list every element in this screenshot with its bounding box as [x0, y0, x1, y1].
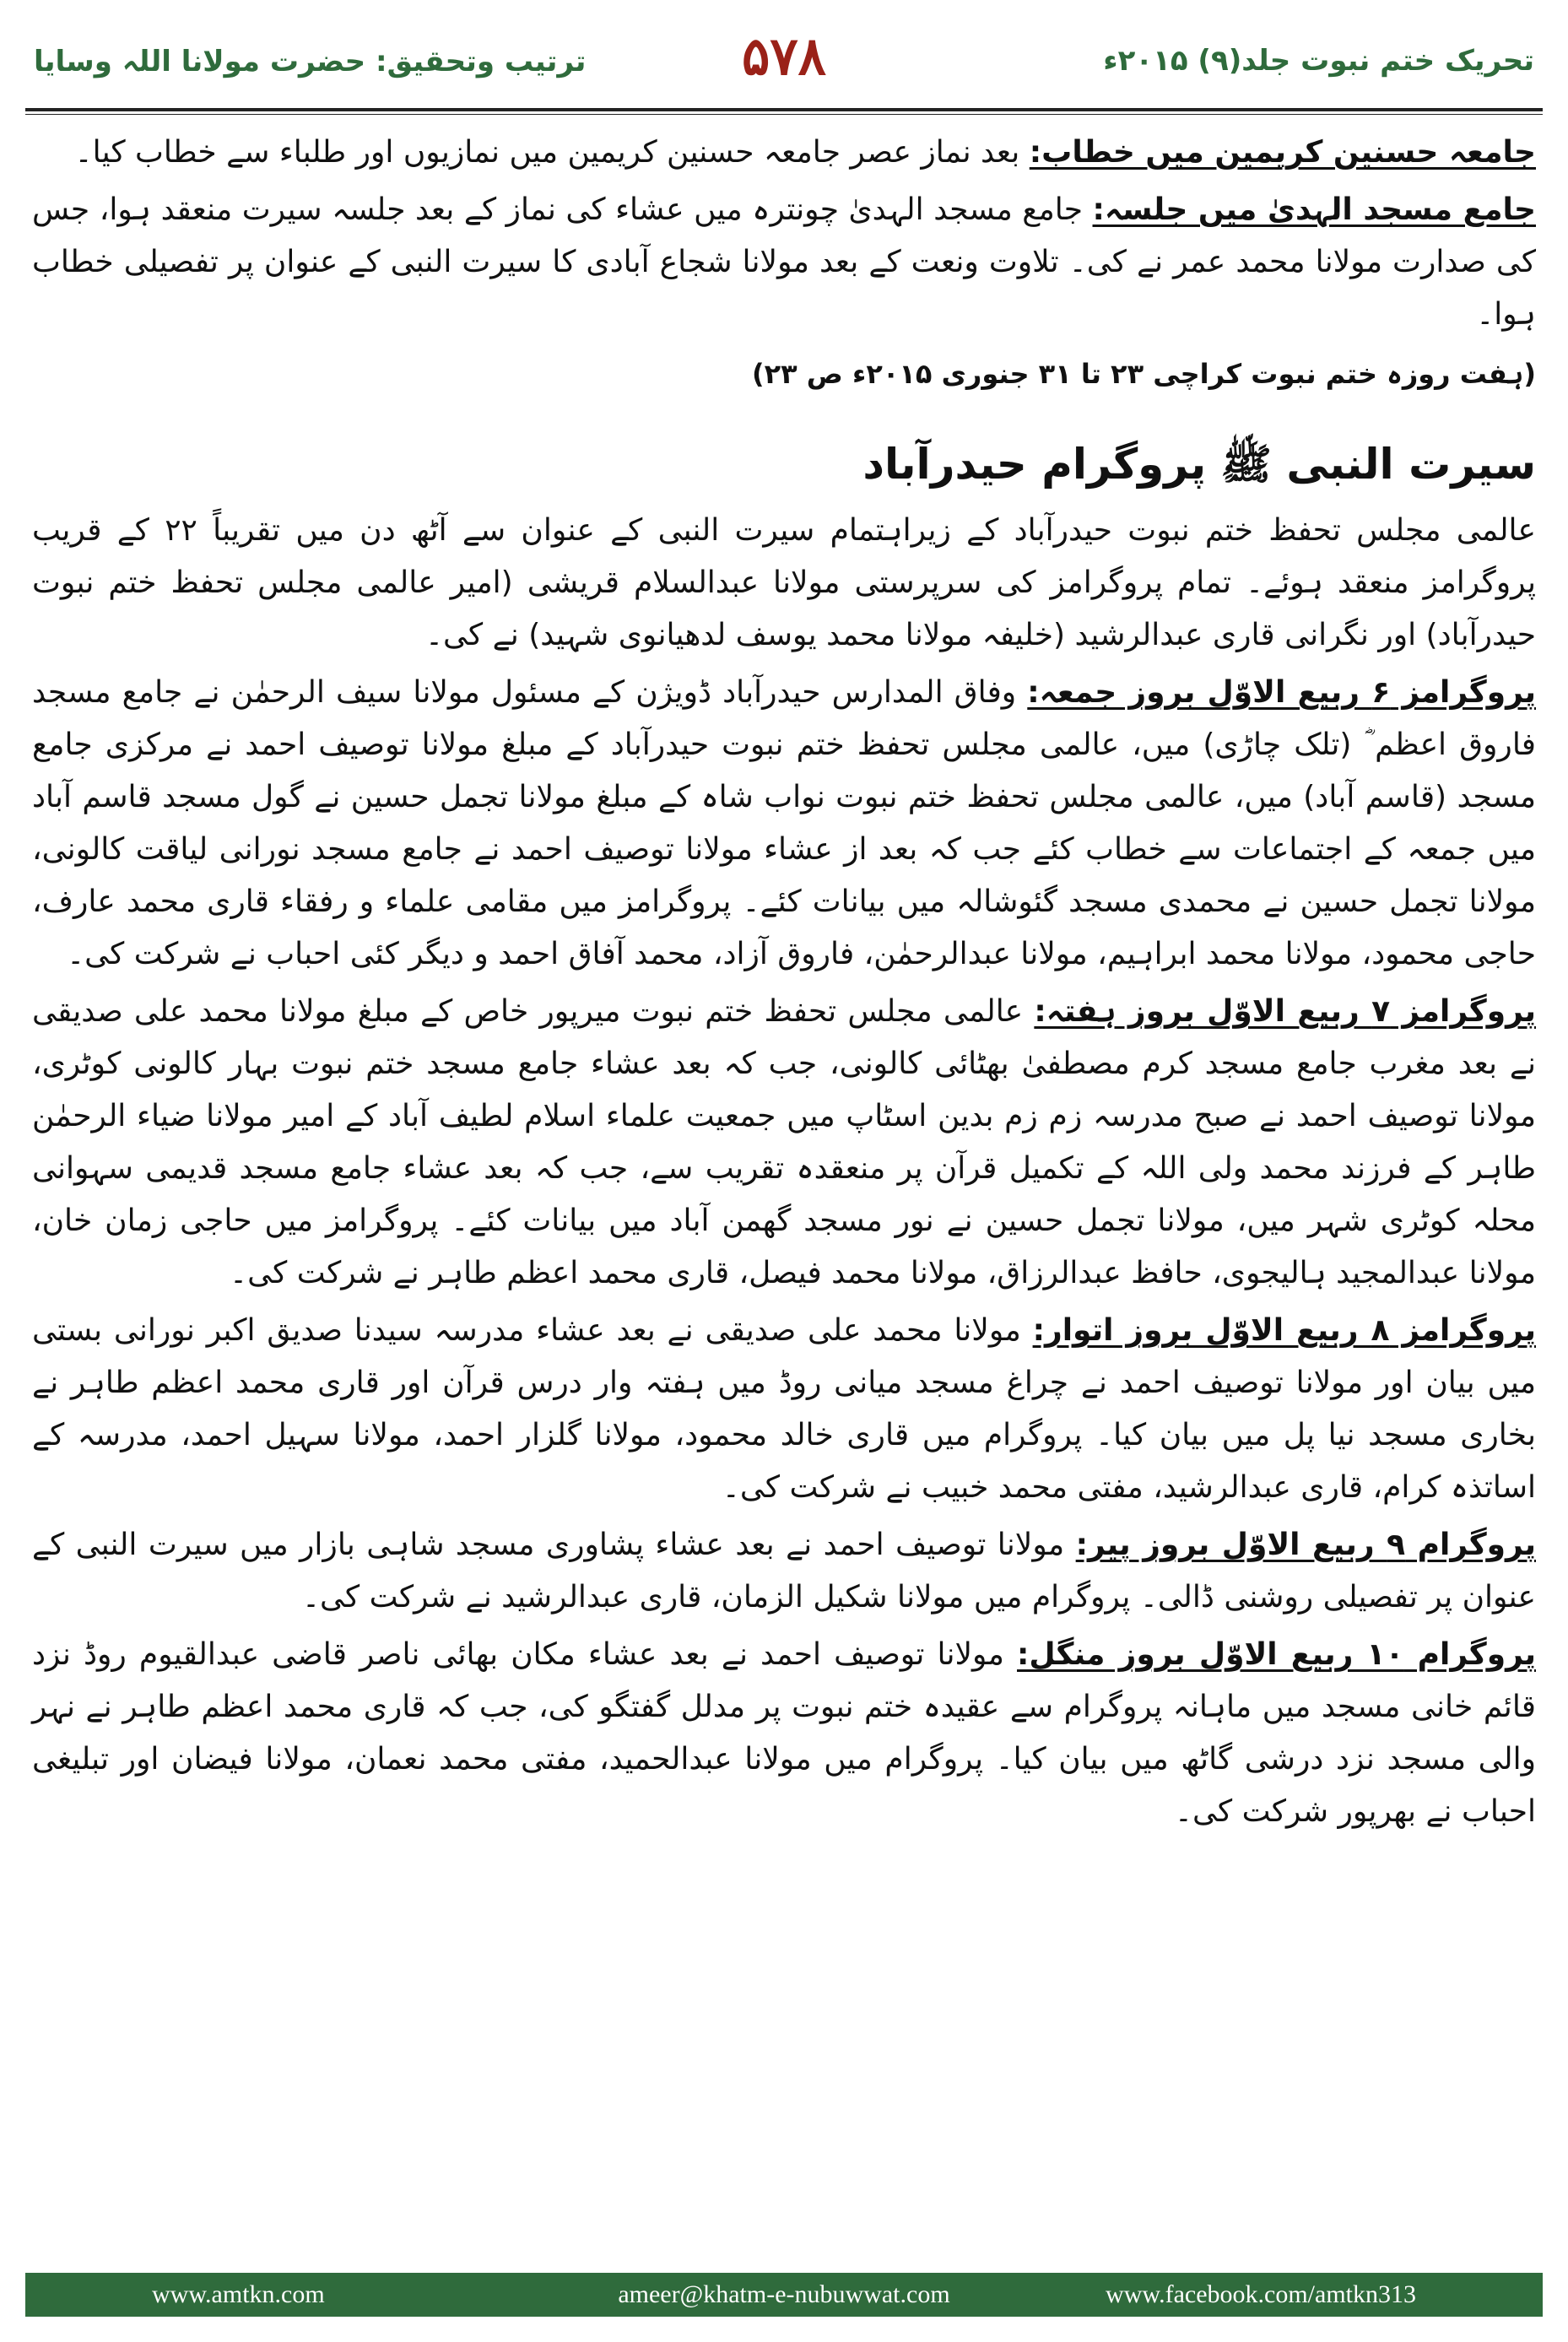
- article-body: [32, 127, 1536, 1843]
- paragraph-masjid-alhuda: [32, 184, 1536, 341]
- paragraph-lead: جامعہ حسنین کریمین میں خطاب:: [1029, 135, 1536, 170]
- source-citation: (ہفت روزہ ختم نبوت کراچی ۲۳ تا ۳۱ جنوری ۲۰۱۵ء ص ۲۳): [751, 358, 1536, 390]
- section-intro: عالمی مجلس تحفظ ختم نبوت حیدرآباد کے زیراہتمام سیرت النبی کے عنوان سے آٹھ دن میں تقریباً ۲۲ کے قریب پروگرامز منعقد ہوئے۔ تمام پروگرامز کی سرپرستی مولانا عبدالسلام قریشی (امیر عالمی مجلس تحفظ ختم نبوت حیدرآباد) اور نگرانی قاری عبدالرشید (خلیفہ مولانا محمد یوسف لدھیانوی شہید) نے کی۔: [32, 513, 1537, 652]
- paragraph-text: بعد نماز عصر جامعہ حسنین کریمین میں نمازیوں اور طلباء سے خطاب کیا۔: [74, 135, 1020, 170]
- page-header: [25, 25, 1543, 101]
- facebook-link[interactable]: www.facebook.com/amtkn313: [1106, 2280, 1416, 2308]
- page-footer: [25, 2273, 1543, 2317]
- paragraph-jamia-hasnain: [32, 127, 1536, 179]
- program-item: [32, 1305, 1536, 1514]
- program-text: عالمی مجلس تحفظ ختم نبوت میرپور خاص کے مبلغ مولانا محمد علی صدیقی نے بعد مغرب جامع مسجد کرم مصطفیٰ بھٹائی کالونی، جب کہ بعد عشاء جامع مسجد ختم نبوت بہار کالونی کوٹری، مولانا توصیف احمد نے صبح مدرسہ زم زم بدین اسٹاپ میں جمعیت علماء اسلام لطیف آباد کے امیر مولانا ضیاء الرحمٰن طاہر کے فرزند محمد ولی اللہ کے تکمیل قرآن پر منعقدہ تقریب سے، جب کہ بعد عشاء جامع مسجد قدیمی سہوانی محلہ کوٹری شہر میں، مولانا تجمل حسین نے نور مسجد گھمن آباد میں بیانات کئے۔ پروگرامز میں حاجی زمان خان، مولانا عبدالمجید ہالیجوی، حافظ عبدالرزاق، مولانا محمد فیصل، قاری محمد اعظم طاہر نے شرکت کی۔: [32, 994, 1537, 1290]
- paragraph-lead: جامع مسجد الہدیٰ میں جلسہ:: [1092, 192, 1536, 227]
- email-link[interactable]: ameer@khatm-e-nubuwwat.com: [618, 2280, 950, 2308]
- program-text: مولانا توصیف احمد نے بعد عشاء مکان بھائی ناصر قاضی عبدالقیوم روڈ نزد قائم خانی مسجد میں ماہانہ پروگرام سے عقیدہ ختم نبوت پر مدلل گفتگو کی، جب کہ قاری محمد اعظم طاہر نے نہر والی مسجد نزد درشی گاٹھ میں بیان کیا۔ پروگرام میں مولانا عبدالحمید، مفتی محمد نعمان، مولانا فیضان اور تبلیغی احباب نے بھرپور شرکت کی۔: [32, 1637, 1536, 1829]
- program-text: وفاق المدارس حیدرآباد ڈویژن کے مسئول مولانا سیف الرحمٰن نے جامع مسجد فاروق اعظم ؓ (تلک چاڑی) میں، عالمی مجلس تحفظ ختم نبوت حیدرآباد کے مبلغ مولانا توصیف احمد نے مرکزی جامع مسجد (قاسم آباد) میں، عالمی مجلس تحفظ ختم نبوت نواب شاہ کے مبلغ مولانا تجمل حسین نے گول مسجد قاسم آباد میں جمعہ کے اجتماعات سے خطاب کئے جب کہ بعد از عشاء مولانا توصیف احمد نے جامع مسجد نورانی لیاقت کالونی، مولانا تجمل حسین نے محمدی مسجد گئوشالہ میں بیانات کئے۔ پروگرامز میں مقامی علماء و رفقاء قاری محمد عارف، حاجی محمود، مولانا محمد ابراہیم، مولانا عبدالرحمٰن، فاروق آزاد، محمد آفاق احمد و دیگر کئی احباب نے شرکت کی۔: [32, 675, 1536, 971]
- header-divider: [25, 108, 1543, 115]
- program-text: مولانا محمد علی صدیقی نے بعد عشاء مدرسہ سیدنا صدیق اکبر نورانی بستی میں بیان اور مولانا توصیف احمد نے چراغ مسجد میانی روڈ میں ہفتہ وار درس قرآن اور قاری محمد اعظم طاہر نے بخاری مسجد نیا پل میں بیان کیا۔ پروگرام میں قاری خالد محمود، مولانا گلزار احمد، مولانا سہیل احمد، مدرسہ کے اساتذہ کرام، قاری عبدالرشید، مفتی محمد خبیب نے شرکت کی۔: [32, 1313, 1536, 1505]
- program-lead: پروگرامز ۸ ربیع الاوّل بروز اتوار:: [1032, 1313, 1536, 1348]
- program-item: [32, 1629, 1536, 1838]
- page-number: ۵۷۸: [742, 25, 826, 87]
- program-item: [32, 986, 1536, 1300]
- compiler-credit: ترتیب وتحقیق: حضرت مولانا اللہ وسایا: [34, 45, 587, 78]
- program-lead: پروگرام ۹ ربیع الاوّل بروز پیر:: [1075, 1528, 1536, 1562]
- book-title: تحریک ختم نبوت جلد(۹) ۲۰۱۵ء: [1103, 44, 1534, 78]
- paragraph-text: جامع مسجد الہدیٰ چونترہ میں عشاء کی نماز کے بعد جلسہ سیرت منعقد ہوا، جس کی صدارت مولانا محمد عمر نے کی۔ تلاوت ونعت کے بعد مولانا شجاع آبادی کا سیرت النبی کے عنوان پر تفصیلی خطاب ہوا۔: [32, 192, 1536, 332]
- program-lead: پروگرام ۱۰ ربیع الاوّل بروز منگل:: [1017, 1637, 1536, 1672]
- website-link[interactable]: www.amtkn.com: [152, 2280, 325, 2308]
- section-heading: سیرت النبی ﷺ پروگرام حیدرآباد: [862, 440, 1536, 489]
- program-lead: پروگرامز ۷ ربیع الاوّل بروز ہفتہ:: [1034, 994, 1536, 1029]
- program-lead: پروگرامز ۶ ربیع الاوّل بروز جمعہ:: [1027, 675, 1536, 710]
- program-text: مولانا توصیف احمد نے بعد عشاء پشاوری مسجد شاہی بازار میں سیرت النبی کے عنوان پر تفصیلی روشنی ڈالی۔ پروگرام میں مولانا شکیل الزمان، قاری عبدالرشید نے شرکت کی۔: [32, 1528, 1536, 1615]
- program-item: [32, 667, 1536, 981]
- program-item: [32, 1519, 1536, 1624]
